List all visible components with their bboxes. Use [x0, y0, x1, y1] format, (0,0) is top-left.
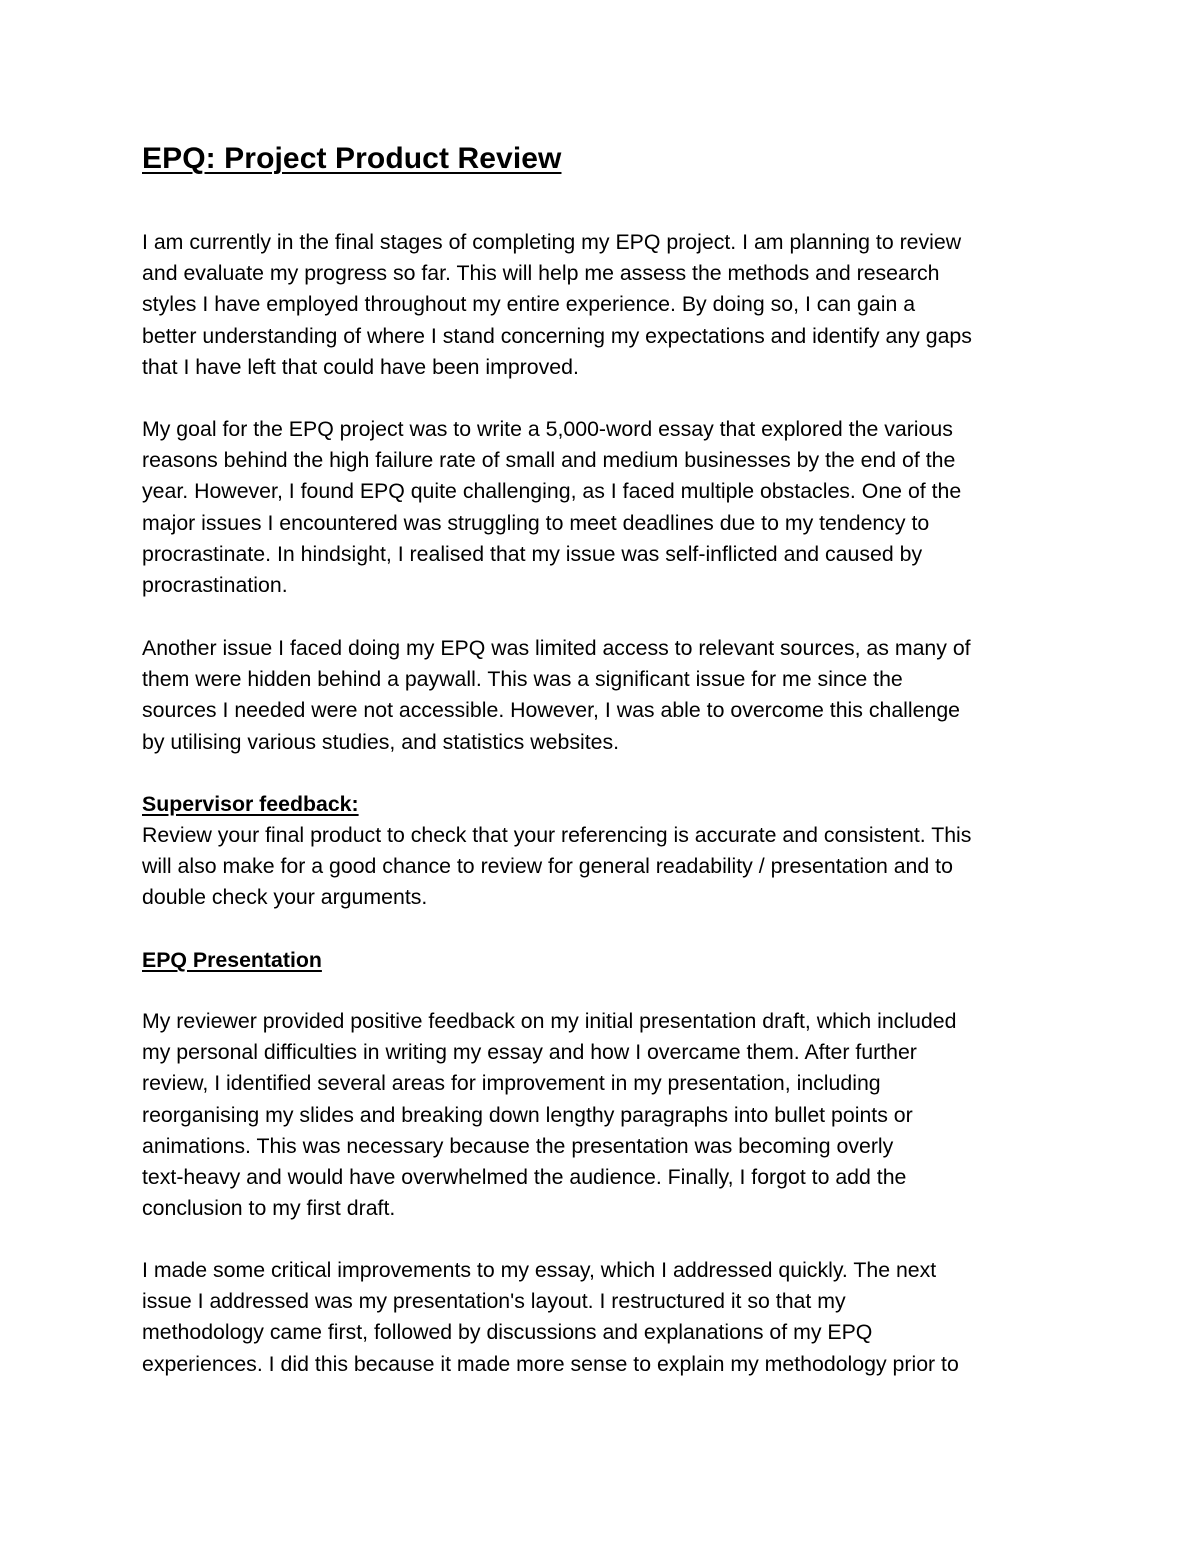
text-line: text-heavy and would have overwhelmed the audience. Finally, I forgot to add the — [142, 1165, 907, 1190]
text-line: reorganising my slides and breaking down lengthy paragraphs into bullet points or — [142, 1102, 913, 1127]
paragraph-intro — [142, 227, 1072, 383]
text-line: my personal difficulties in writing my essay and how I overcame them. After further — [142, 1040, 917, 1065]
text-line: sources I needed were not accessible. However, I was able to overcome this challenge — [142, 698, 961, 723]
text-line: better understanding of where I stand concerning my expectations and identify any gaps — [142, 323, 972, 348]
text-line: reasons behind the high failure rate of small and medium businesses by the end of the — [142, 448, 956, 473]
supervisor-feedback-heading: Supervisor feedback: — [142, 792, 359, 816]
text-line: conclusion to my first draft. — [142, 1196, 396, 1221]
text-line: review, I identified several areas for improvement in my presentation, including — [142, 1071, 881, 1096]
paragraph-sources — [142, 633, 1072, 758]
text-line: I made some critical improvements to my essay, which I addressed quickly. The next — [142, 1258, 937, 1282]
text-line: I am currently in the final stages of completing my EPQ project. I am planning to review — [142, 230, 962, 254]
paragraph-supervisor-feedback — [142, 820, 1072, 914]
text-line: procrastination. — [142, 573, 288, 598]
text-line: issue I addressed was my presentation's layout. I restructured it so that my — [142, 1289, 846, 1314]
text-line: My reviewer provided positive feedback on my initial presentation draft, which included — [142, 1009, 957, 1033]
epq-presentation-heading: EPQ Presentation — [142, 948, 322, 972]
text-line: will also make for a good chance to review for general readability / presentation and to — [142, 854, 953, 879]
text-line: and evaluate my progress so far. This will help me assess the methods and research — [142, 261, 940, 286]
text-line: Another issue I faced doing my EPQ was limited access to relevant sources, as many of — [142, 636, 971, 660]
text-line: year. However, I found EPQ quite challenging, as I faced multiple obstacles. One of the — [142, 479, 962, 504]
text-line: experiences. I did this because it made more sense to explain my methodology prior to — [142, 1351, 959, 1376]
text-line: procrastinate. In hindsight, I realised that my issue was self-inflicted and caused by — [142, 541, 923, 566]
text-line: styles I have employed throughout my entire experience. By doing so, I can gain a — [142, 292, 916, 317]
text-line: by utilising various studies, and statistics websites. — [142, 729, 620, 754]
document-title: EPQ: Project Product Review — [142, 142, 562, 175]
text-line: that I have left that could have been improved. — [142, 354, 579, 379]
text-line: Review your final product to check that your referencing is accurate and consistent. This — [142, 823, 972, 847]
paragraph-goal — [142, 414, 1072, 601]
text-line: animations. This was necessary because the presentation was becoming overly — [142, 1133, 894, 1158]
text-line: methodology came first, followed by discussions and explanations of my EPQ — [142, 1320, 873, 1345]
text-line: My goal for the EPQ project was to write a 5,000-word essay that explored the various — [142, 417, 953, 441]
text-line: major issues I encountered was struggling to meet deadlines due to my tendency to — [142, 510, 930, 535]
text-line: them were hidden behind a paywall. This was a significant issue for me since the — [142, 667, 903, 692]
text-line: double check your arguments. — [142, 885, 428, 910]
paragraph-improvements — [142, 1255, 1072, 1380]
paragraph-presentation — [142, 1006, 1072, 1224]
